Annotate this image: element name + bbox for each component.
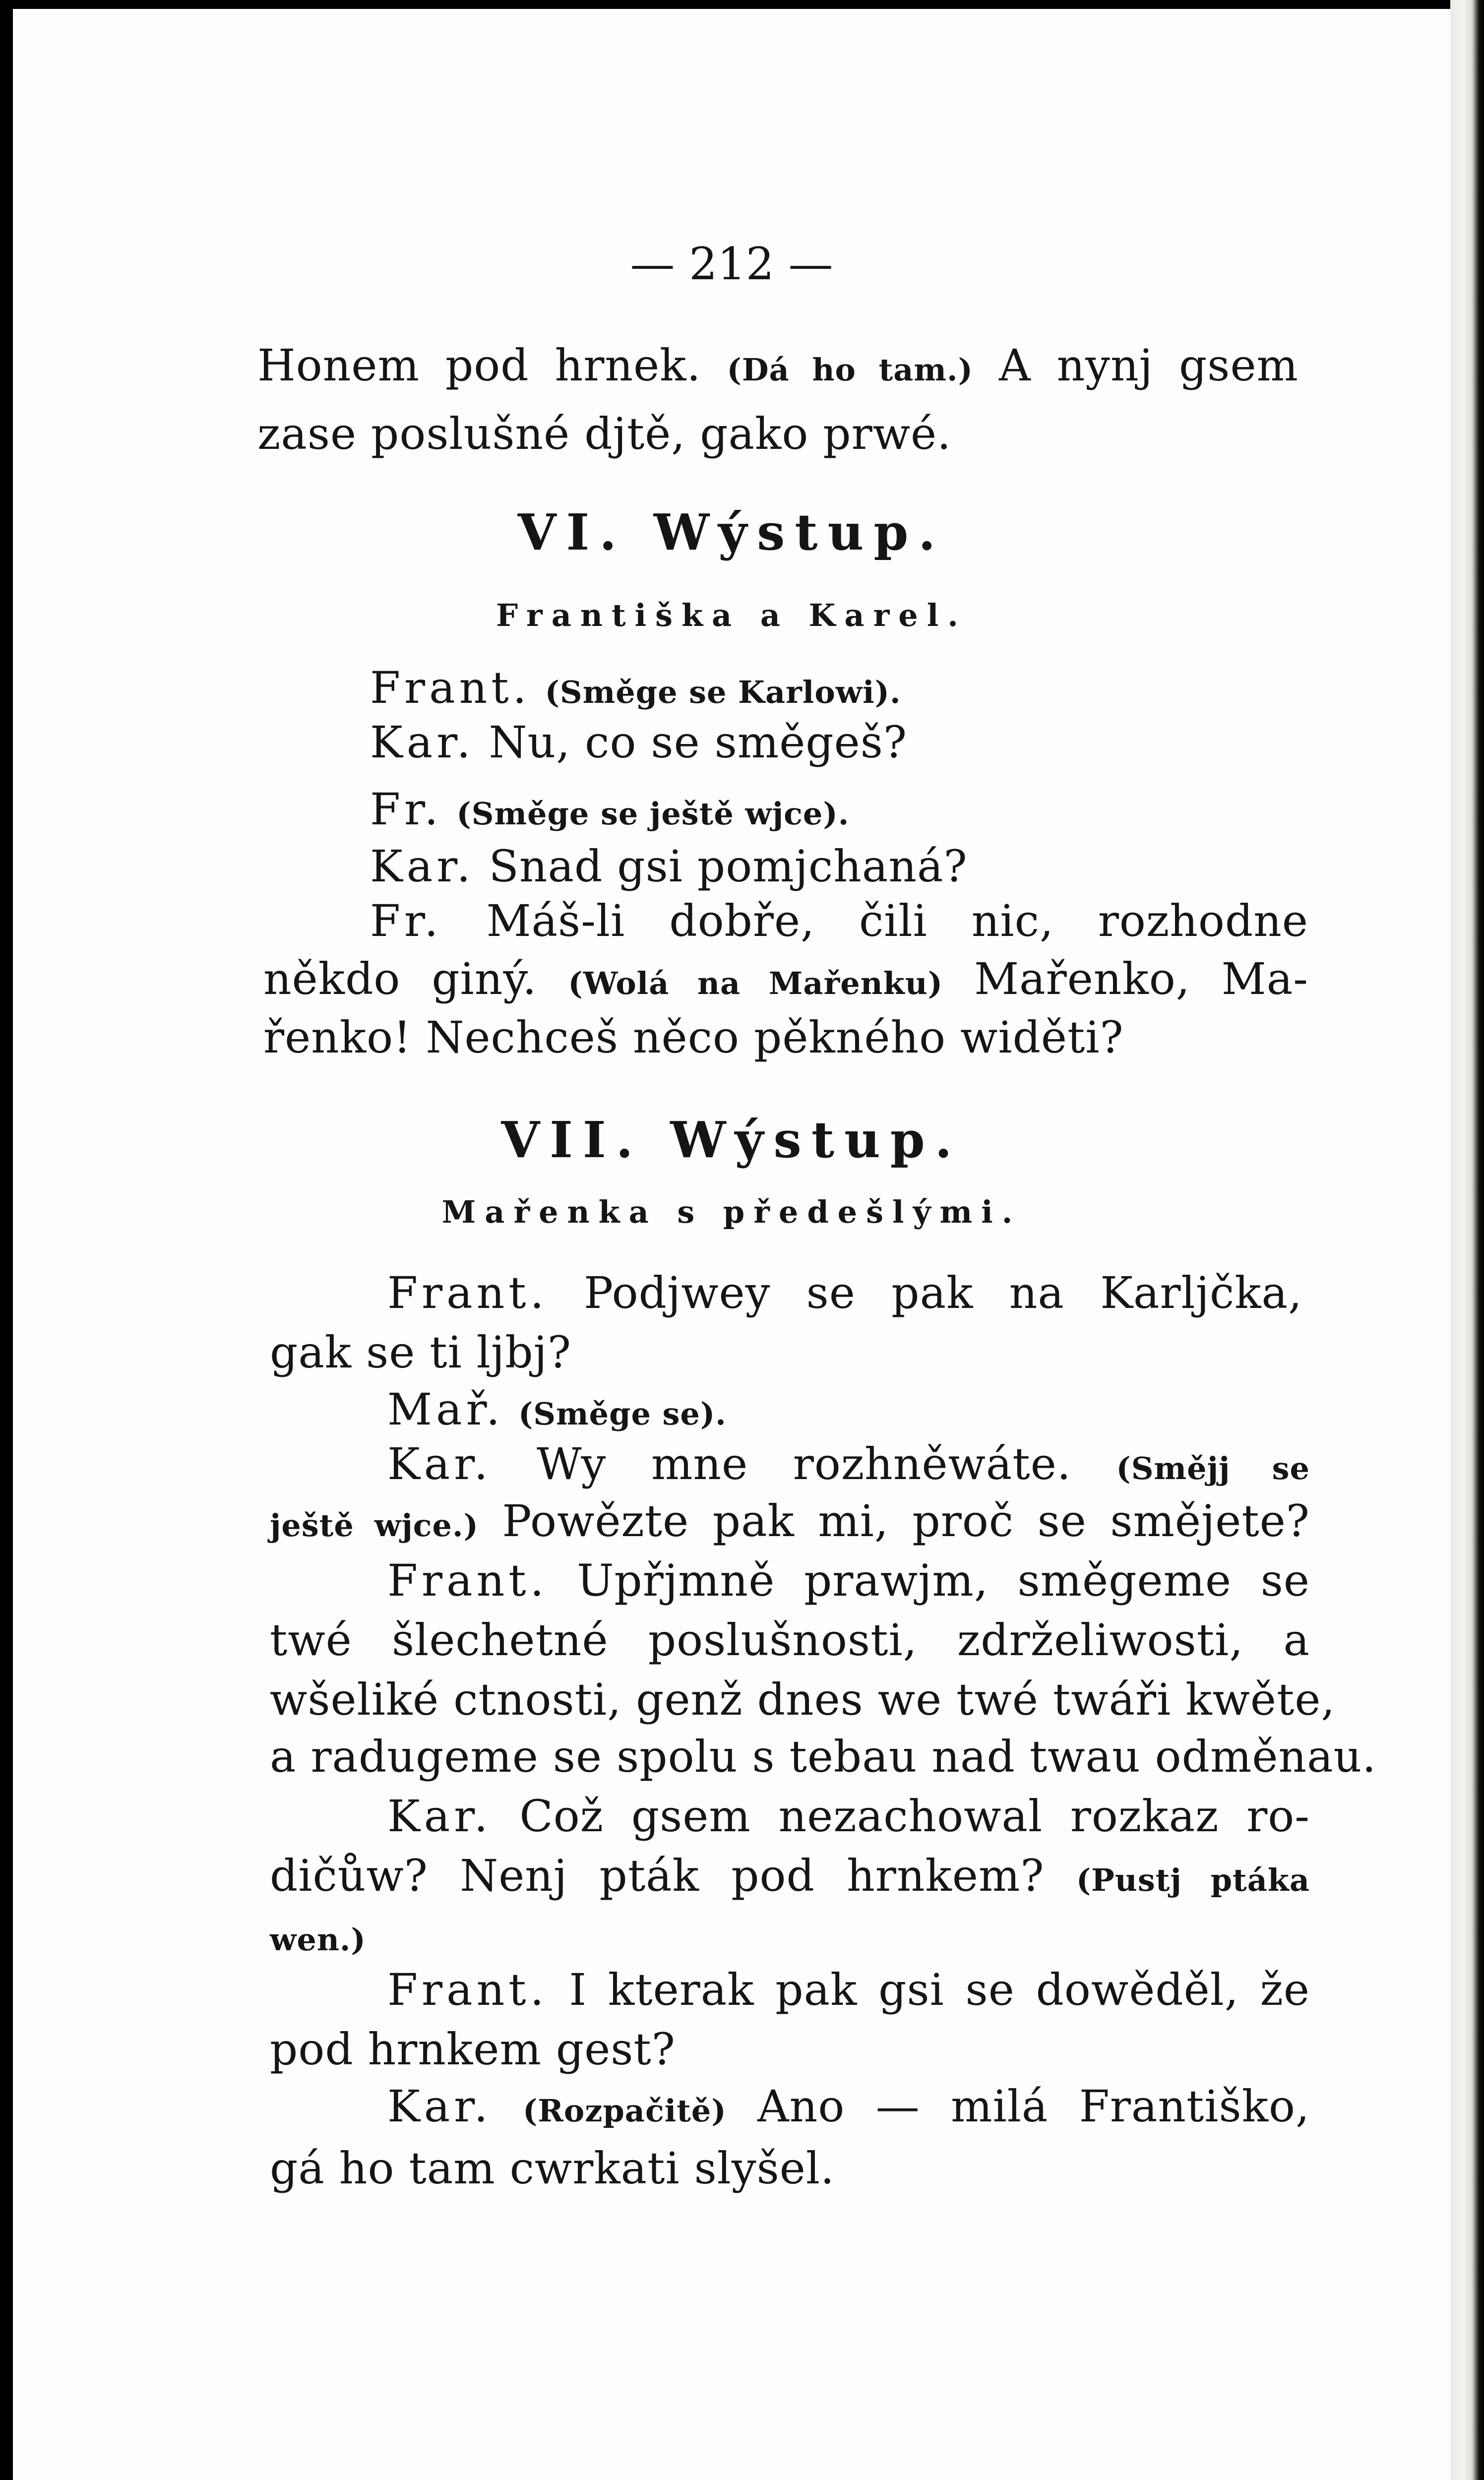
text-segment: zase poslušné djtě, gako prwé. [257,408,952,459]
text-line [257,408,1450,459]
stage-direction: (Smějj se [1116,1450,1310,1487]
speaker-name: Frant. [387,1964,548,2015]
text-segment: Máš-li dobře, čili nic, rozhodne [442,895,1308,946]
page-number: — 212 — [630,238,833,290]
stage-direction: (Směge se ještě wjce). [456,796,850,832]
text-line [370,662,1450,713]
cast-line [13,597,1450,633]
text-line [387,1964,1310,2015]
cast-line [13,1194,1450,1230]
book-page [13,9,1450,2480]
speaker-name: Kar. [370,717,475,768]
text-segment: gá ho tam cwrkati slyšel. [270,2143,835,2194]
text-line [270,1327,1450,1378]
text-segment [442,784,456,835]
speaker-name: Fr. [370,784,442,835]
book-edge [1450,0,1484,2480]
speaker-name: Kar. [387,1791,492,1842]
text-segment: Což gsem nezachowal rozkaz ro- [492,1791,1310,1842]
text-line [387,1555,1310,1606]
speaker-name: Fr. [370,895,442,946]
text-segment [531,662,545,713]
text-line [387,1438,1310,1489]
text-line [270,1731,1377,1782]
scene-heading [13,1111,1450,1169]
speaker-name: Kar. [387,1438,492,1489]
stage-direction: wen.) [270,1922,366,1958]
text-segment: gak se ti ljbj? [270,1327,572,1378]
stage-direction: (Pustj ptáka [1076,1862,1310,1898]
speaker-name: Frant. [370,662,531,713]
text-segment: Upřjmně prawjm, směgeme se [548,1555,1310,1606]
speaker-name: Frant. [387,1267,548,1318]
stage-direction: ještě wjce.) [270,1507,479,1544]
text-segment: Nu, co se směgeš? [474,717,908,768]
text-segment [492,2081,523,2132]
text-line [257,340,1298,391]
text-segment: Podjwey se pak na Karljčka, [548,1267,1302,1318]
text-line [270,2024,1450,2075]
text-segment: VI. Wýstup. [517,503,946,561]
text-line [270,1674,1336,1725]
text-segment: Mařenko, Ma- [943,953,1308,1004]
speaker-name: Mař. [387,1384,504,1435]
stage-direction: (Rozpačitě) [523,2093,727,2129]
stage-direction: (Wolá na Mařenku) [568,965,943,1001]
speaker-name: Kar. [387,2081,492,2132]
speaker-name: Kar. [370,841,475,892]
stage-direction: (Směge se). [518,1396,727,1432]
text-segment: pod hrnkem gest? [270,2024,676,2075]
text-segment: VII. Wýstup. [501,1111,962,1169]
text-segment: Mařenka s předešlými. [441,1194,1022,1230]
speaker-name: Frant. [387,1555,548,1606]
stage-direction: (Dá ho tam.) [727,352,973,388]
text-segment: Snad gsi pomjchaná? [474,841,968,892]
text-line [387,1267,1302,1318]
text-segment: Wy mne rozhněwáte. [492,1438,1116,1489]
text-line [387,1791,1310,1842]
text-line [270,1914,1450,1957]
stage-direction: (Směge se Karlowi). [545,674,901,710]
text-line [263,953,1308,1004]
text-line [263,1012,1450,1063]
text-segment: wšeliké ctnosti, genž dnes we twé twáři kwěte, [270,1674,1336,1725]
text-line [387,1384,1450,1435]
text-line [370,717,1450,768]
text-segment: twé šlechetné poslušnosti, zdrželiwosti, a [270,1614,1310,1666]
text-segment: Františka a Karel. [496,597,967,633]
text-segment: Honem pod hrnek. [257,340,727,391]
text-segment: řenko! Nechceš něco pěkného widěti? [263,1012,1124,1063]
text-line [387,2081,1310,2132]
text-segment: někdo giný. [263,953,568,1004]
text-line [370,784,1450,835]
text-segment: dičůw? Nenj pták pod hrnkem? [270,1850,1076,1901]
text-segment: Powězte pak mi, proč se smějete? [478,1495,1310,1547]
text-line [270,1495,1310,1547]
text-line [370,895,1308,946]
text-segment: I kterak pak gsi se dowěděl, že [548,1964,1310,2015]
text-segment: A nynj gsem [973,340,1298,391]
text-line [270,1614,1310,1666]
text-segment [504,1384,518,1435]
text-segment: Ano — milá Františko, [726,2081,1310,2132]
text-segment: a radugeme se spolu s tebau nad twau odměnau. [270,1731,1377,1782]
scene-heading [13,503,1450,561]
text-line [270,1850,1310,1901]
text-line [270,2143,1450,2194]
text-line [370,841,1450,892]
